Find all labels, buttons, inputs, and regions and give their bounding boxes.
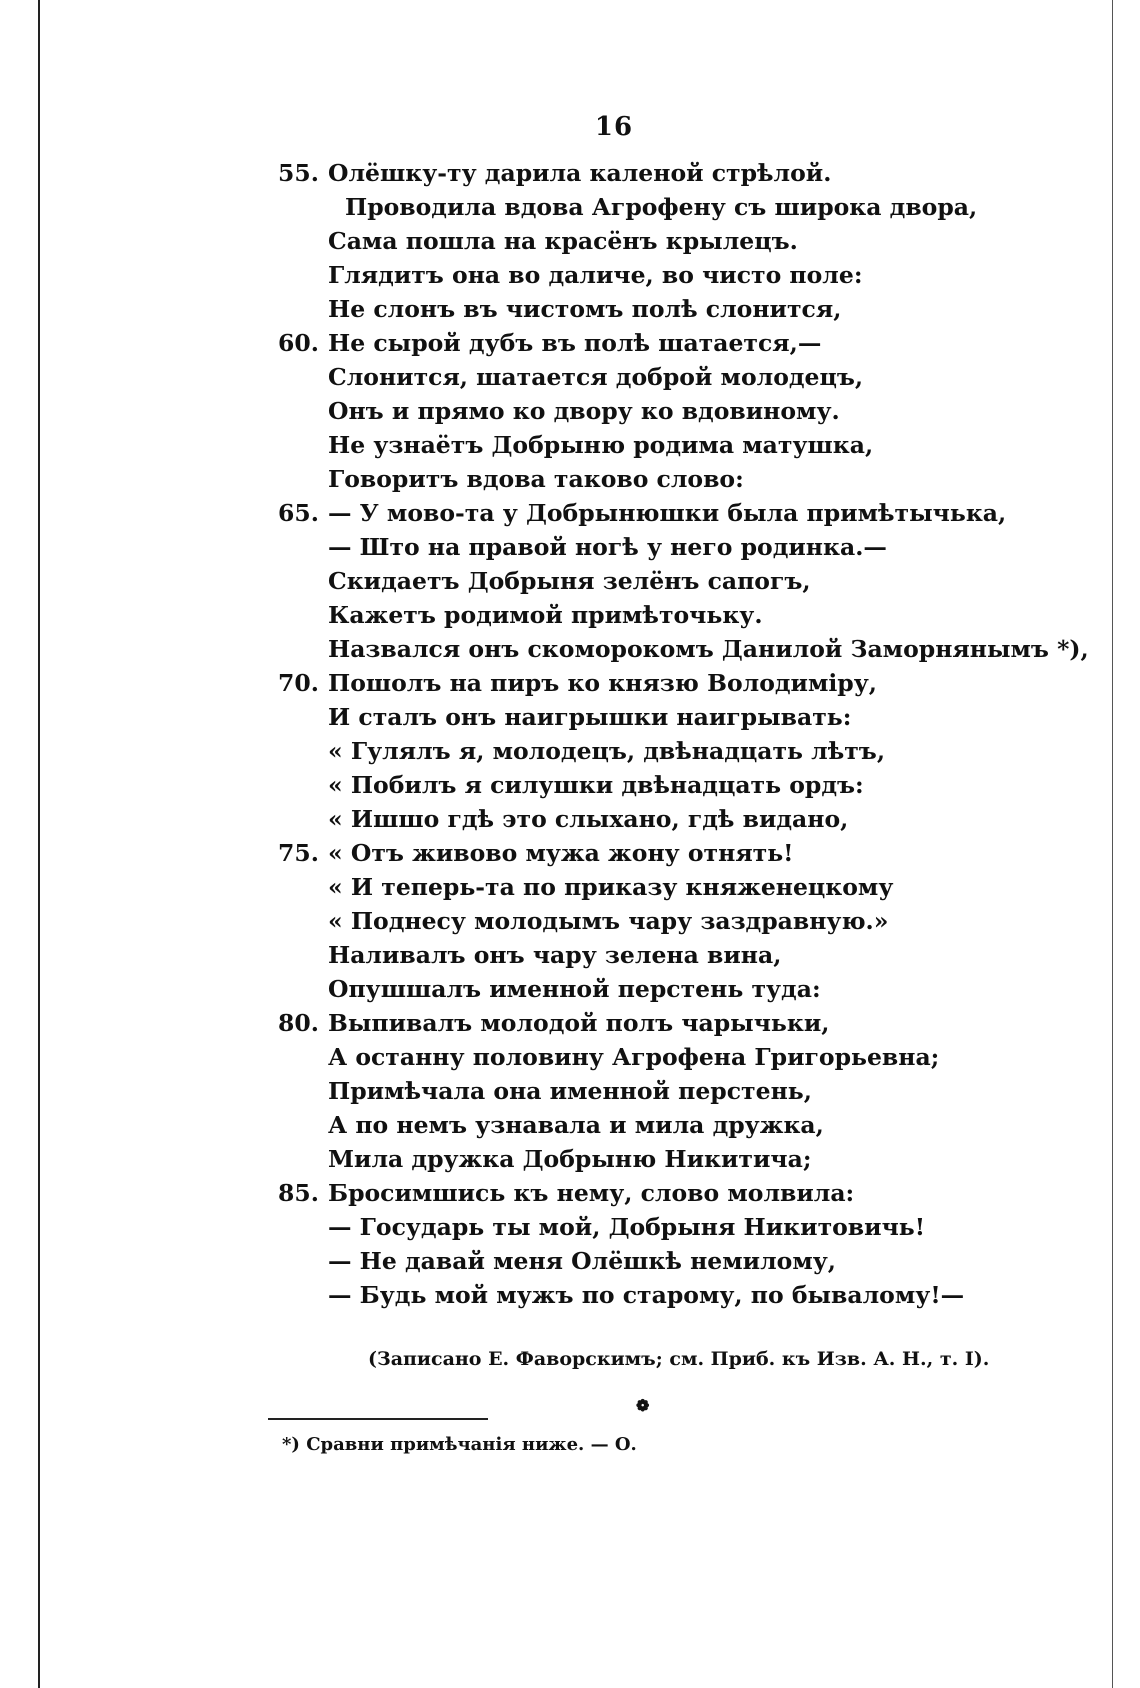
verse-text: Не сырой дубъ въ полѣ шатается,—: [328, 329, 822, 357]
verse-line: [0, 1074, 1140, 1108]
footnote-rule: [268, 1418, 488, 1420]
verse-text: — У мово-та у Добрынюшки была примѣтычька,: [328, 499, 1007, 527]
page-number: 16: [594, 112, 634, 142]
verse-line: [0, 394, 1140, 428]
verse-line: [0, 598, 1140, 632]
verse-line: [0, 156, 1140, 190]
verse-text: А по немъ узнавала и мила дружка,: [328, 1111, 824, 1139]
verse-text: Говоритъ вдова таково слово:: [328, 465, 744, 493]
poem-text: [0, 156, 1140, 1312]
verse-line: [0, 190, 1140, 224]
verse-line: [0, 1006, 1140, 1040]
footnote: *) Сравни примѣчанія ниже. — О.: [282, 1434, 637, 1455]
verse-line: [0, 904, 1140, 938]
verse-text: — Будь мой мужъ по старому, по бывалому!—: [328, 1281, 965, 1309]
verse-text: Глядитъ она во даличе, во чисто поле:: [328, 261, 863, 289]
verse-text: Мила дружка Добрыню Никитича;: [328, 1145, 812, 1173]
verse-line: [0, 462, 1140, 496]
verse-text: Пошолъ на пиръ ко князю Володиміру,: [328, 669, 877, 697]
verse-line: [0, 360, 1140, 394]
verse-line: [0, 700, 1140, 734]
verse-number: 85.: [278, 1179, 319, 1207]
verse-number: 60.: [278, 329, 319, 357]
verse-text: Назвался онъ скоморокомъ Данилой Заморнянымъ *),: [328, 635, 1089, 663]
verse-text: Опушшалъ именной перстень туда:: [328, 975, 821, 1003]
verse-text: Не слонъ въ чистомъ полѣ слонится,: [328, 295, 842, 323]
verse-text: Примѣчала она именной перстень,: [328, 1077, 812, 1105]
verse-text: Выпивалъ молодой полъ чарычьки,: [328, 1009, 830, 1037]
verse-line: [0, 428, 1140, 462]
verse-line: [0, 870, 1140, 904]
verse-line: [0, 632, 1140, 666]
verse-text: — Государь ты мой, Добрыня Никитовичь!: [328, 1213, 926, 1241]
verse-line: [0, 1244, 1140, 1278]
verse-line: [0, 564, 1140, 598]
verse-line: [0, 1108, 1140, 1142]
verse-line: [0, 1278, 1140, 1312]
verse-text: Сама пошла на красёнъ крылецъ.: [328, 227, 798, 255]
verse-text: Проводила вдова Агрофену съ широка двора,: [345, 193, 978, 221]
verse-text: Онъ и прямо ко двору ко вдовиному.: [328, 397, 840, 425]
verse-text: Бросимшись къ нему, слово молвила:: [328, 1179, 855, 1207]
verse-text: Кажетъ родимой примѣточьку.: [328, 601, 763, 629]
verse-number: 80.: [278, 1009, 319, 1037]
verse-text: Олёшку-ту дарила каленой стрѣлой.: [328, 159, 832, 187]
verse-text: « Ишшо гдѣ это слыхано, гдѣ видано,: [328, 805, 849, 833]
verse-text: Не узнаётъ Добрыню родима матушка,: [328, 431, 874, 459]
verse-line: [0, 1210, 1140, 1244]
verse-line: [0, 734, 1140, 768]
verse-line: [0, 972, 1140, 1006]
verse-text: — Што на правой ногѣ у него родинка.—: [328, 533, 887, 561]
verse-line: [0, 1176, 1140, 1210]
verse-text: « Отъ живово мужа жону отнять!: [328, 839, 794, 867]
verse-line: [0, 1040, 1140, 1074]
verse-line: [0, 1142, 1140, 1176]
verse-text: « Поднесу молодымъ чару заздравную.»: [328, 907, 889, 935]
verse-line: [0, 666, 1140, 700]
verse-number: 55.: [278, 159, 319, 187]
verse-line: [0, 836, 1140, 870]
source-note: (Записано Е. Фаворскимъ; см. Приб. къ Изв. А. Н., т. I).: [368, 1348, 990, 1370]
verse-line: [0, 938, 1140, 972]
verse-text: « Побилъ я силушки двѣнадцать ордъ:: [328, 771, 864, 799]
verse-text: Слонится, шатается доброй молодецъ,: [328, 363, 864, 391]
verse-text: А останну половину Агрофена Григорьевна;: [328, 1043, 940, 1071]
verse-number: 70.: [278, 669, 319, 697]
verse-line: [0, 326, 1140, 360]
verse-line: [0, 292, 1140, 326]
verse-line: [0, 258, 1140, 292]
verse-line: [0, 802, 1140, 836]
verse-text: Наливалъ онъ чару зелена вина,: [328, 941, 782, 969]
ornament-icon: ❁: [636, 1396, 650, 1415]
verse-text: « И теперь-та по приказу княженецкому: [328, 873, 894, 901]
verse-line: [0, 530, 1140, 564]
verse-text: « Гулялъ я, молодецъ, двѣнадцать лѣтъ,: [328, 737, 886, 765]
verse-number: 75.: [278, 839, 319, 867]
verse-line: [0, 496, 1140, 530]
verse-line: [0, 768, 1140, 802]
verse-text: — Не давай меня Олёшкѣ немилому,: [328, 1247, 836, 1275]
verse-text: Скидаетъ Добрыня зелёнъ сапогъ,: [328, 567, 811, 595]
verse-number: 65.: [278, 499, 319, 527]
verse-line: [0, 224, 1140, 258]
verse-text: И сталъ онъ наигрышки наигрывать:: [328, 703, 852, 731]
